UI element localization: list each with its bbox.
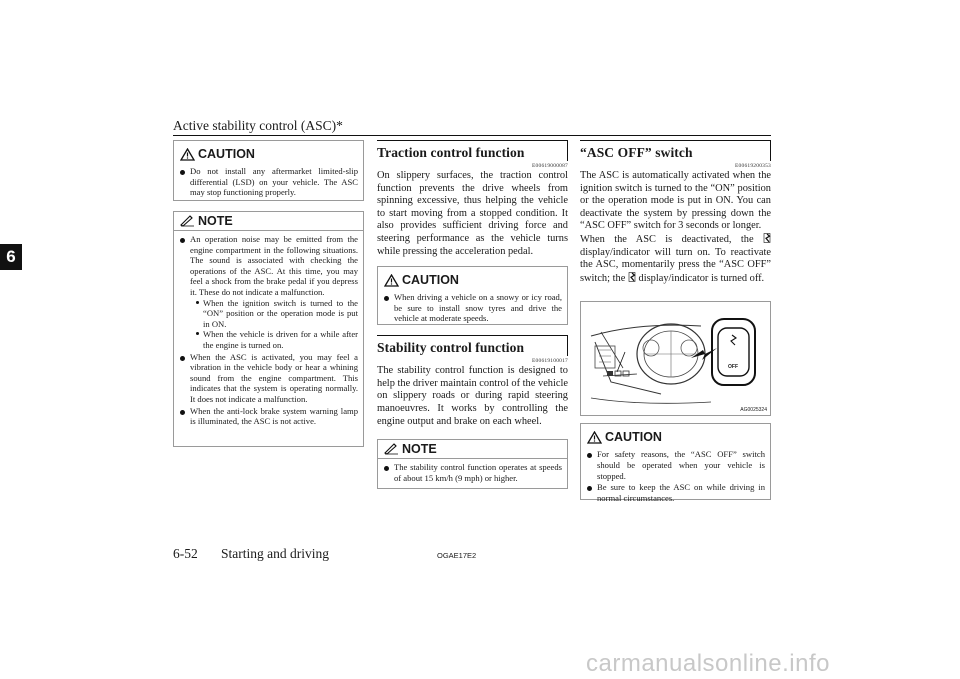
warning-triangle-icon xyxy=(587,431,602,444)
caution-box-snow xyxy=(377,266,568,325)
section-heading-stability xyxy=(377,335,568,357)
caution-label: CAUTION xyxy=(198,147,255,161)
list-item: Be sure to keep the ASC on while driving in normal circumstances. xyxy=(587,482,765,503)
caution-label: CAUTION xyxy=(605,430,662,445)
heading-tick xyxy=(567,336,569,356)
caution-heading xyxy=(384,271,562,289)
figure-id: AG0025324 xyxy=(740,407,767,414)
column-3 xyxy=(580,140,771,503)
list-item: When driving a vehicle on a snowy or icy road, be sure to install snow tyres and drive the vehicle at moderate speeds. xyxy=(384,292,562,324)
note-box-col2 xyxy=(377,439,568,489)
bullet-icon xyxy=(384,466,389,471)
bullet-icon xyxy=(587,486,592,491)
chapter-tab[interactable]: 6 xyxy=(0,244,22,270)
note-box-col1 xyxy=(173,211,364,447)
section-code: E00619000087 xyxy=(531,163,568,169)
body-text: The ASC is automatically activated when the ignition switch is turned to the “ON” position or the operation mode is put in ON. You can deactivate the system by pressing down the “ASC OFF” switch for 3 seconds or longer. When the ASC is deactivated, the display/indicator will turn on. To reactivate the ASC, momentarily press the “ASC OFF” switch; the display/indicator is turned off. xyxy=(580,170,771,284)
section-title: Traction control function xyxy=(377,145,525,160)
column-2 xyxy=(377,140,568,489)
asc-switch-figure xyxy=(580,301,771,416)
section-code: E00619100017 xyxy=(531,358,568,365)
footer-doc-code: OGAE17E2 xyxy=(437,551,477,560)
asc-indicator-icon xyxy=(763,233,771,243)
list-item: The stability control function operates at speeds of about 15 km/h (9 mph) or higher. xyxy=(384,462,562,483)
caution-box-asc-off xyxy=(580,423,771,503)
sub-list-item: When the vehicle is driven for a while after the engine is turned on. xyxy=(196,329,358,350)
asc-indicator-icon xyxy=(628,272,636,282)
list-item: An operation noise may be emitted from the engine compartment in the following situations. The sound is associated with checking the operations of the ASC. At this time, you may feel a shock from the brake pedal if you depress it. These do not indicate a malfunction. When the ignition switch is turned to the “ON” position or the operation mode is put in ON. When the vehicle is driven for a while after the engine is turned on. xyxy=(180,234,358,351)
heading-tick xyxy=(567,141,569,161)
caution-box-lsd xyxy=(173,140,364,201)
bullet-icon xyxy=(180,170,185,175)
list-item: When the ASC is activated, you may feel a vibration in the vehicle body or hear a whining sound from the engine compartment. This indicates that the system is operating normally. It does not indicate a malfunction. xyxy=(180,352,358,405)
list-item: Do not install any aftermarket limited-slip differential (LSD) on your vehicle. The ASC may stop functioning properly. xyxy=(180,166,358,198)
section-heading-traction xyxy=(377,140,568,162)
bullet-icon xyxy=(180,410,185,415)
bullet-icon xyxy=(180,238,185,243)
running-head: Active stability control (ASC)* xyxy=(173,118,343,133)
body-text: The stability control function is designed to help the driver maintain control of the vehicle on slippery roads or during rapid steering manoeuvres. It works by controlling the engine output and brake on each wheel. xyxy=(377,365,568,427)
caution-label: CAUTION xyxy=(402,273,459,288)
section-title: “ASC OFF” switch xyxy=(580,145,693,160)
warning-triangle-icon xyxy=(384,274,399,287)
note-label: NOTE xyxy=(198,214,233,228)
sub-list-item: When the ignition switch is turned to the “ON” position or the operation mode is put in ON. xyxy=(196,298,358,330)
warning-triangle-icon xyxy=(180,148,195,161)
caution-heading xyxy=(180,145,358,163)
section-code: E00619200353 xyxy=(734,163,771,169)
section-title: Stability control function xyxy=(377,340,525,356)
pencil-note-icon xyxy=(384,443,399,455)
watermark: carmanualsonline.info xyxy=(586,650,830,677)
dashboard-illustration xyxy=(581,302,771,416)
section-heading-asc-off xyxy=(580,140,771,162)
sub-bullet-icon xyxy=(196,332,199,335)
note-heading xyxy=(378,440,567,459)
footer-section-name: Starting and driving xyxy=(221,546,329,561)
bullet-icon xyxy=(587,453,592,458)
bullet-icon xyxy=(180,356,185,361)
list-item: When the anti-lock brake system warning lamp is illuminated, the ASC is not active. xyxy=(180,406,358,427)
switch-off-label: OFF xyxy=(728,364,738,371)
bullet-icon xyxy=(384,296,389,301)
caution-heading xyxy=(587,428,765,446)
body-text: On slippery surfaces, the traction control function prevents the drive wheels from spinning excessive, thus helping the vehicle to start moving from a stopped condition. It also provides sufficient driving force and steering performance as the vehicle turns while pressing the acceleration pedal. xyxy=(377,170,568,257)
header-rule xyxy=(173,135,771,136)
pencil-note-icon xyxy=(180,215,195,227)
heading-tick xyxy=(770,141,772,161)
note-label: NOTE xyxy=(402,442,437,457)
page-number: 6-52 xyxy=(173,546,198,561)
sub-bullet-icon xyxy=(196,301,199,304)
note-heading xyxy=(174,212,363,231)
column-1 xyxy=(173,140,364,447)
list-item: For safety reasons, the “ASC OFF” switch should be operated when your vehicle is stopped. xyxy=(587,449,765,481)
